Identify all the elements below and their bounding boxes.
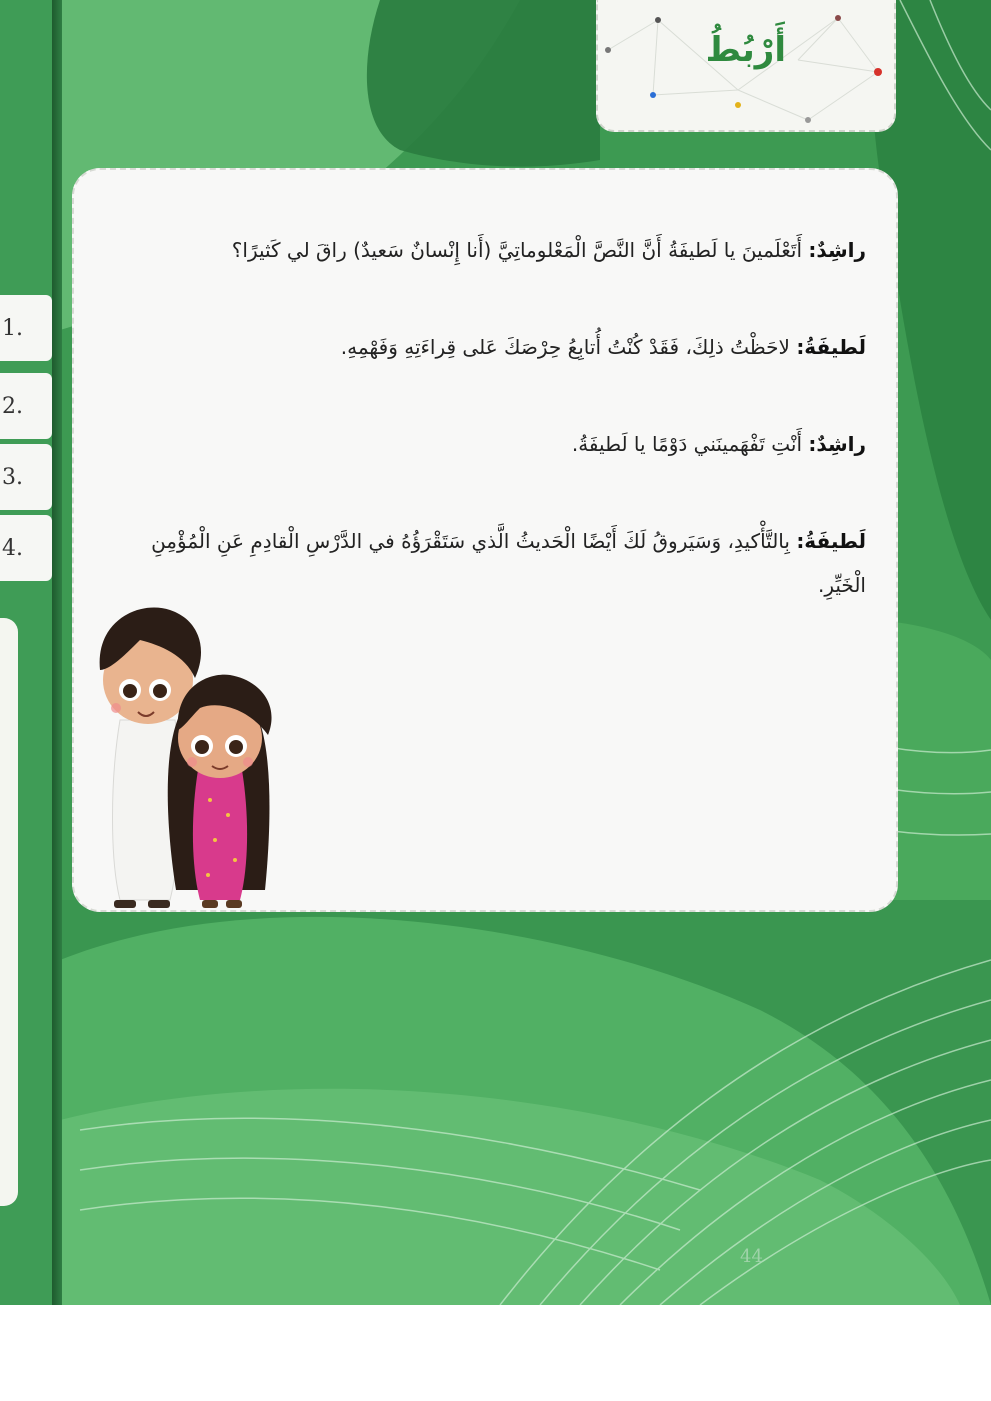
dialogue-line <box>108 422 866 466</box>
list-tab-3 <box>0 444 52 510</box>
speaker-name: راشِدٌ: <box>808 238 866 262</box>
speaker-name: لَطيفَةُ: <box>796 529 866 553</box>
dialogue-text: أَتَعْلَمينَ يا لَطيفَةُ أَنَّ النَّصَّ الْمَعْلوماتِيَّ (أَنا إِنْسانٌ سَعيدٌ) راقَ لي كَثيرًا؟ <box>231 238 803 262</box>
section-title: أَرْبُطُ <box>705 30 786 70</box>
speaker-name: راشِدٌ: <box>808 432 866 456</box>
tab-number: 3. <box>2 464 23 490</box>
previous-page-panel <box>0 618 18 1206</box>
dialogue-text: بِالتَّأْكيدِ، وَسَيَروقُ لَكَ أَيْضًا الْحَديثُ الَّذي سَتَقْرَؤُهُ في الدَّرْسِ الْقادِمِ عَنِ الْمُؤْمِنِ الْخَيِّرِ. <box>151 529 866 597</box>
list-tab-1 <box>0 295 52 361</box>
tab-number: 2. <box>2 393 23 419</box>
tab-number: 1. <box>2 315 23 341</box>
list-tab-2 <box>0 373 52 439</box>
dialogue-list <box>108 228 866 660</box>
dialogue-line <box>108 325 866 369</box>
speaker-name: لَطيفَةُ: <box>796 335 866 359</box>
section-title-card <box>596 0 896 132</box>
dialogue-line <box>108 228 866 272</box>
tab-number: 4. <box>2 535 23 561</box>
page-number: 44 <box>740 1246 763 1267</box>
book-binding <box>52 0 62 1305</box>
girl-character <box>168 675 272 908</box>
previous-page-edge <box>0 0 58 1305</box>
list-tab-4 <box>0 515 52 581</box>
dialogue-line <box>108 519 866 607</box>
dialogue-text: لاحَظْتُ ذلِكَ، فَقَدْ كُنْتُ أُتابِعُ حِرْصَكَ عَلى قِراءَتِهِ وَفَهْمِهِ. <box>340 335 790 359</box>
dialogue-text: أَنْتِ تَفْهَمينَني دَوْمًا يا لَطيفَةُ. <box>571 432 803 456</box>
children-illustration <box>90 600 300 915</box>
